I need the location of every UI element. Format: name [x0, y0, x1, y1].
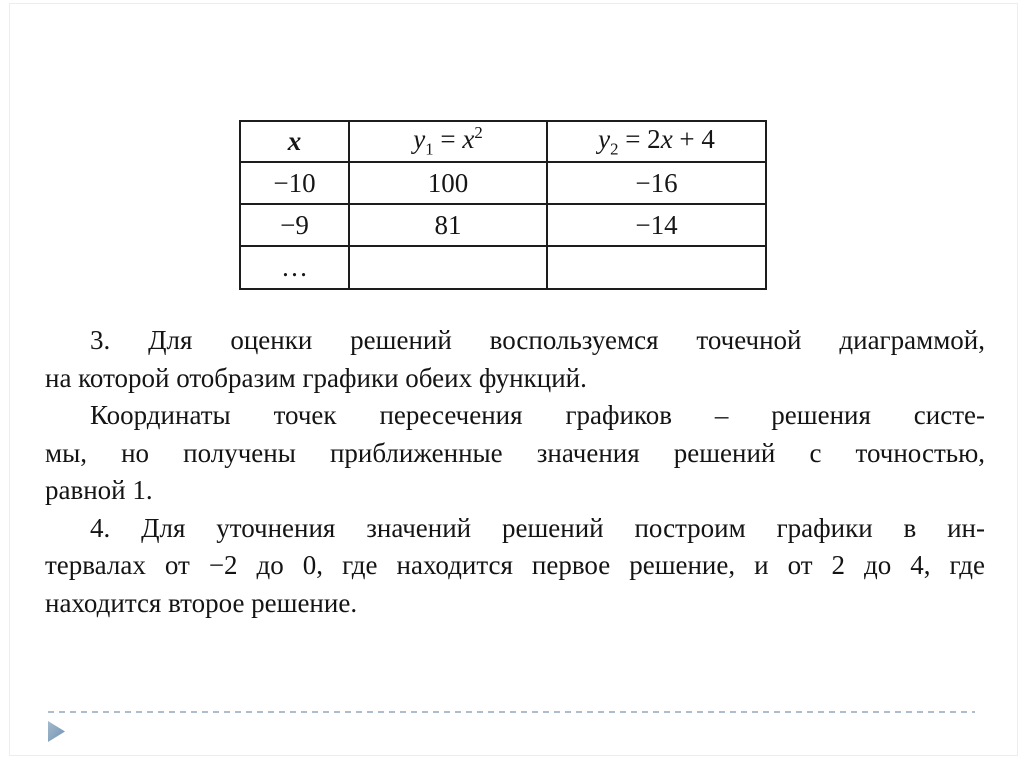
table-header-row: [240, 121, 766, 162]
text-line: на которой отобразим графики обеих функций.: [45, 362, 587, 393]
next-slide-arrow-icon[interactable]: [48, 721, 65, 742]
table-row: [240, 246, 766, 289]
cell-y1: 81: [349, 204, 547, 246]
text-line: 3. Для оценки решений воспользуемся точечной диаграммой,: [90, 325, 985, 355]
cell-x: −9: [240, 204, 349, 246]
text-line: находится второе решение.: [45, 587, 358, 618]
cell-x: −10: [240, 162, 349, 204]
col-header-x: x: [240, 121, 349, 162]
text-line: равной 1.: [45, 475, 153, 505]
text-line: 4. Для уточнения значений решений построим графики в ин-: [90, 512, 985, 543]
table-row: [240, 204, 766, 246]
cell-x: …: [240, 246, 349, 289]
cell-y2: −16: [547, 162, 766, 204]
cell-y1: 100: [349, 162, 547, 204]
cell-y1: [349, 246, 547, 289]
text-line: тервалах от −2 до 0, где находится первое решение, и от 2 до 4, где: [45, 550, 985, 580]
table-row: [240, 162, 766, 204]
body-text: [45, 322, 985, 622]
text-line: Координаты точек пересечения графиков – решения систе-: [90, 400, 985, 430]
col-header-y1: $y_1 = x^2$: [349, 121, 547, 162]
cell-y2: [547, 246, 766, 289]
cell-y2: −14: [547, 204, 766, 246]
values-table: [239, 120, 767, 290]
text-line: мы, но получены приближенные значения решений с точностью,: [45, 437, 985, 468]
footer-dashed-divider: [48, 711, 975, 713]
col-header-y2: $y_2 = 2x + 4$: [547, 121, 766, 162]
